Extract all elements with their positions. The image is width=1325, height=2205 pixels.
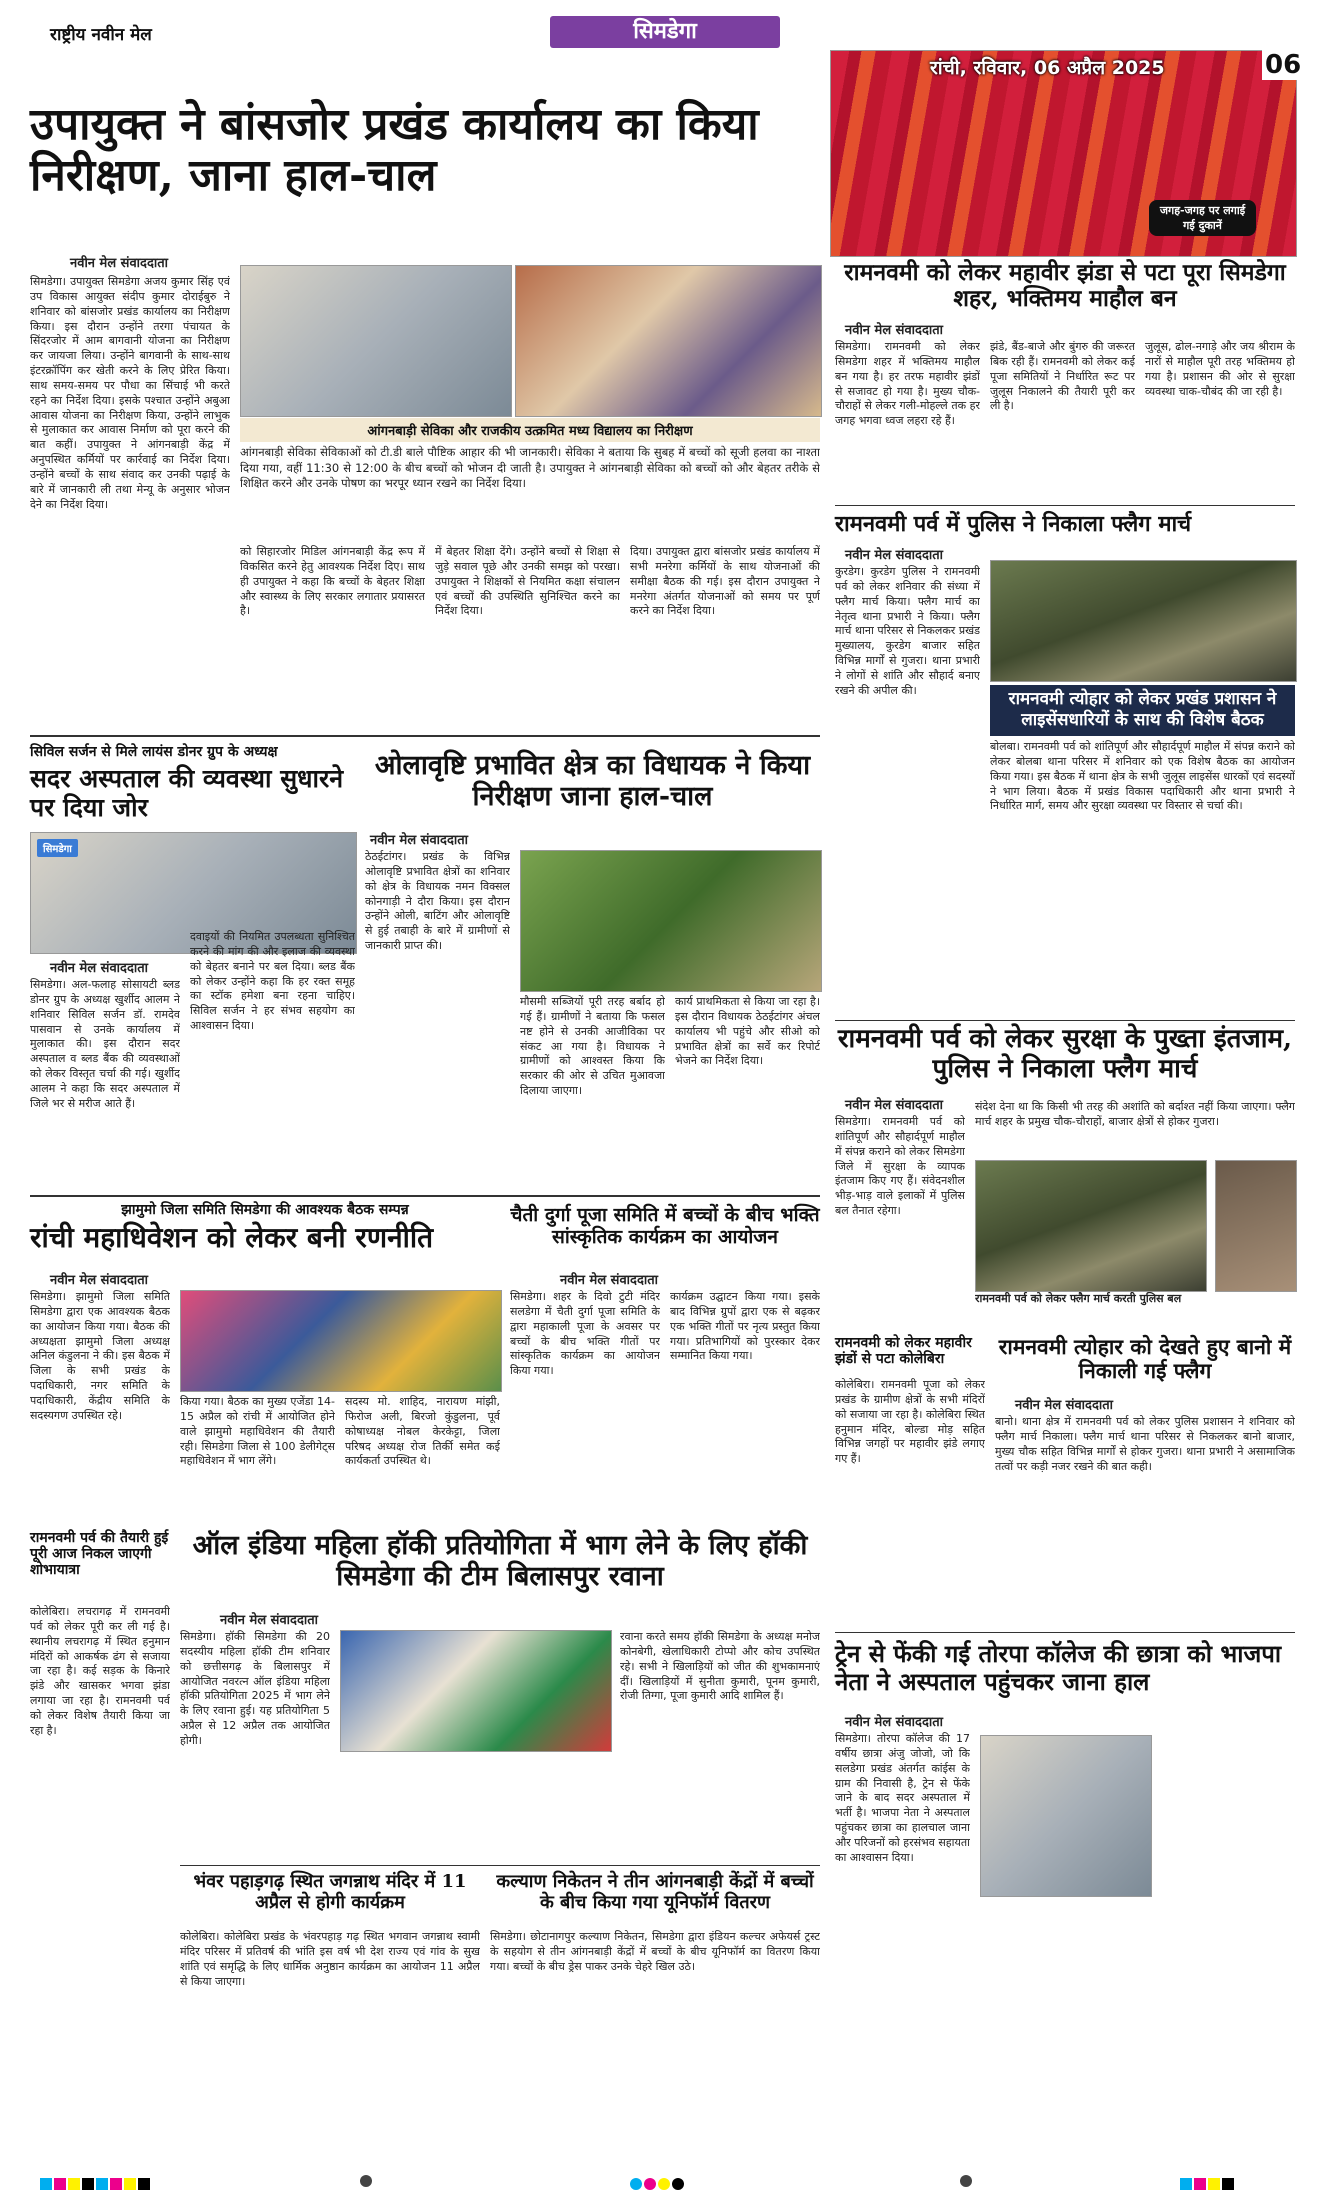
bano-body: बानो। थाना क्षेत्र में रामनवमी पर्व को लेकर पुलिस प्रशासन ने शनिवार को फ्लैग मार्च निकाला। फ्लैग मार्च थाना परिसर से निकलकर बानो बाजार, मुख्य चौक सहित विभिन्न मार्गों से होकर गुजरा। थाना प्रभारी ने असामाजिक तत्वों पर कड़ी नजर रखने की बात कही। (995, 1415, 1295, 1473)
lightsystem-body: बोलबा। रामनवमी पर्व को शांतिपूर्ण और सौहार्दपूर्ण माहौल में संपन्न कराने को लेकर बोलबा थाना परिसर में शनिवार को एक विशेष बैठक का आयोजन किया गया। इस बैठक में थाना क्षेत्र के सभी जुलूस लाइसेंस धारकों एवं सदस्यों ने भाग लिया। बैठक में प्रखंड विकास पदाधिकारी और थाना प्रभारी ने निर्धारित मार्ग, समय और सुरक्षा व्यवस्था पर विस्तार से चर्चा की। (990, 740, 1295, 813)
ranchi-body-3: सदस्य मो. शाहिद, नारायण मांझी, फिरोज अली, बिरजो कुंडुलना, पूर्व कोषाध्यक्ष नोबल केरकेट्टा, जिला परिषद अध्यक्ष रोज तिर्की समेत कई कार्यकर्ता उपस्थित थे। (345, 1395, 500, 1468)
sadar-headline: सदर अस्पताल की व्यवस्था सुधारने पर दिया जोर (30, 764, 344, 822)
photo-olavrishti (520, 850, 822, 992)
bano-byline: नवीन मेल संवाददाता (1015, 1398, 1113, 1413)
kalyan-body: सिमडेगा। छोटानागपुर कल्याण निकेतन, सिमडेगा द्वारा इंडियन कल्चर अफेयर्स ट्रस्ट के सहयोग से तीन आंगनबाड़ी केंद्रों में बच्चों के बीच यूनिफॉर्म का वितरण किया गया। बच्चों के बीच ड्रेस पाकर उनके चेहरे खिल उठे। (490, 1930, 820, 1973)
divider (30, 735, 820, 737)
main-headline: उपायुक्त ने बांसजोर प्रखंड कार्यालय का किया निरीक्षण, जाना हाल-चाल (30, 99, 759, 201)
kalyan-headline: कल्याण निकेतन ने तीन आंगनबाड़ी केंद्रों में बच्चों के बीच किया गया यूनिफॉर्म वितरण (496, 1871, 814, 1913)
photo-ranchi-meeting (180, 1290, 502, 1392)
ramnavami-faith-body: कोलेबिरा। लचरागढ़ में रामनवमी पर्व को लेकर पूरी कर ली गई है। स्थानीय लचरागढ़ में स्थित हनुमान मंदिरों को आकर्षक ढंग से सजाया जा रहा है। कई सड़क के किनारे झंडे और खासकर भगवा झंडा लगाया जा रहा है। रामनवमी पर्व को लेकर विशेष तैयारी किया जा रहा है। (30, 1605, 170, 1737)
main-body-3: आंगनबाड़ी सेविका सेविकाओं को टी.डी बाले पौष्टिक आहार की भी जानकारी। सेविका ने बताया कि सुबह में बच्चों को सूजी हलवा का नाश्ता दिया गया, वहीं 11:30 से 12:00 के बीच बच्चों को भोजन दी जाती है। उपायुक्त ने आंगनबाड़ी सेविका को बच्चों को और बेहतर तरीके से शिक्षित करने और उनके पोषण का भरपूर ध्यान रखने का निर्देश दिया। (240, 445, 820, 491)
hockey-body-2: रवाना करते समय हॉकी सिमडेगा के अध्यक्ष मनोज कोनबेगी, खेलाधिकारी टोप्पो और कोच उपस्थित रहे। सभी ने खिलाड़ियों को जीत की शुभकामनाएं दीं। खिलाड़ियों में सुनीता कुमारी, पूनम कुमारी, रोजी तिग्गा, पूजा कुमारी आदि शामिल हैं। (620, 1630, 820, 1703)
torpa-body-2 (1160, 1735, 1295, 2165)
registration-dot (960, 2175, 972, 2187)
photo-inspection-1 (240, 265, 512, 417)
photo-hockey-team (340, 1630, 612, 1752)
bhanwar-headline: भंवर पहाड़गढ़ स्थित जगन्नाथ मंदिर में 11 अप्रैल से होगी कार्यक्रम (193, 1871, 467, 1913)
color-swatches-right (1180, 2175, 1236, 2194)
main-body-1-text: सिमडेगा। उपायुक्त सिमडेगा अजय कुमार सिंह एवं उप विकास आयुक्त संदीप कुमार दोराईबुरु ने शनिवार को बांसजोर प्रखंड कार्यालय का निरीक्षण किया। इस दौरान उन्होंने तरगा पंचायत के सिंदरजोर में आम बागवानी योजना का निरीक्षण कर जायजा लिया। उन्होंने बागवानी के साथ-साथ इंटरक्रॉपिंग कर खेती करने के लिए प्रेरित किया। साथ समय-समय पर पौधा का सिंचाई भी करते रहने का निर्देश दिया। इसके पश्चात उन्होंने अबुआ आवास योजना का निरीक्षण किया, उन्होंने लाभुक से मुलाकात कर आवास निर्माण को पूरा करने की बात कहीं। (30, 275, 230, 452)
photo-security-2 (1215, 1160, 1297, 1292)
registration-bar (0, 2175, 1325, 2189)
security-body-2: संदेश देना था कि किसी भी तरह की अशांति को बर्दाश्त नहीं किया जाएगा। फ्लैग मार्च शहर के प्रमुख चौक-चौराहों, बाजार क्षेत्रों से होकर गुजरा। (975, 1100, 1295, 1128)
hockey-body-1: सिमडेगा। हॉकी सिमडेगा की 20 सदस्यीय महिला हॉकी टीम शनिवार को छत्तीसगढ़ के बिलासपुर में आयोजित नवरत्न ऑल इंडिया महिला हॉकी प्रतियोगिता 2025 में भाग लेने के लिए रवाना हुई। यह प्रतियोगिता 5 अप्रैल से 12 अप्रैल तक आयोजित होगी। (180, 1630, 330, 1747)
brand-name: राष्ट्रीय नवीन मेल (50, 25, 152, 45)
lightsystem-headline: रामनवमी त्योहार को लेकर प्रखंड प्रशासन ने लाइसेंसधारियों के साथ की विशेष बैठक (990, 685, 1295, 736)
mahavir-kolebira-headline: रामनवमी को लेकर महावीर झंडों से पटा कोलेबिरा (835, 1335, 972, 1368)
main-body-1 (30, 275, 230, 730)
olavrishti-body-3: कार्य प्राथमिकता से किया जा रहा है। इस दौरान विधायक ठेठईटांगर अंचल कार्यालय भी पहुंचे और सीओ को प्रभावित क्षेत्रों का सर्वे कर रिपोर्ट भेजने का निर्देश दिया। (675, 995, 820, 1068)
photo-inspection-2 (515, 265, 822, 417)
olavrishti-body-2: मौसमी सब्जियों पूरी तरह बर्बाद हो गई हैं। ग्रामीणों ने बताया कि फसल नष्ट होने से उनकी आजीविका पर संकट आ गया है। विधायक ने ग्रामीणों को आश्वस्त किया कि सरकार की ओर से उचित मुआवजा दिलाया जाएगा। (520, 995, 665, 1098)
mahavir-kolebira-body: कोलेबिरा। रामनवमी पूजा को लेकर प्रखंड के ग्रामीण क्षेत्रों के सभी मंदिरों को सजाया जा रहा है। कोलेबिरा स्थित हनुमान मंदिर, बोल्डा मोड़ सहित विभिन्न जगहों पर महावीर झंडे लगाए गए हैं। (835, 1378, 985, 1466)
security-byline: नवीन मेल संवाददाता (845, 1098, 943, 1113)
chaiti-body-2: कार्यक्रम उद्घाटन किया गया। इसके बाद विभिन्न ग्रुपों द्वारा एक से बढ़कर एक भक्ति गीतों पर नृत्य प्रस्तुत किया गया। प्रतिभागियों को पुरस्कार देकर सम्मानित किया गया। (670, 1290, 820, 1363)
page-number: 06 (1262, 50, 1304, 80)
sadar-body-1: सिमडेगा। अल-फलाह सोसायटी ब्लड डोनर ग्रुप के अध्यक्ष खुर्शीद आलम ने शनिवार सिविल सर्जन डॉ. रामदेव पासवान से उनके कार्यालय में मुलाकात की। इस दौरान सदर अस्पताल व ब्लड बैंक की व्यवस्थाओं को लेकर विस्तृत चर्चा की गई। खुर्शीद आलम ने कहा कि सदर अस्पताल में जिले भर से मरीज आते हैं। (30, 978, 180, 1110)
olavrishti-body-1: ठेठईटांगर। प्रखंड के विभिन्न ओलावृष्टि प्रभावित क्षेत्रों का शनिवार को क्षेत्र के विधायक नमन विक्सल कोनगाड़ी ने दौरा किया। इस दौरान उन्होंने ओली, बाटिंग और ओलावृष्टि से हुई तबाही के बारे में ग्रामीणों से जानकारी प्राप्त की। (365, 850, 510, 953)
sadar-byline: नवीन मेल संवाददाता (50, 961, 148, 976)
color-swatches-center (630, 2175, 686, 2194)
ramnavami-faith-headline: रामनवमी पर्व की तैयारी हुई पूरी आज निकल जाएगी शोभायात्रा (30, 1530, 169, 1579)
sadar-kicker: सिविल सर्जन से मिले लायंस डोनर ग्रुप के अध्यक्ष (30, 744, 278, 760)
sadar-tag: सिमडेगा (37, 839, 78, 857)
mahavir-body-1: सिमडेगा। रामनवमी को लेकर सिमडेगा शहर में भक्तिमय माहौल बन गया है। हर तरफ महावीर झंडों से सजावट हो गया है। मुख्य चौक-चौराहों से लेकर गली-मोहल्ले तक हर जगह भगवा ध्वज लहरा रहे हैं। (835, 340, 980, 428)
divider (835, 1632, 1295, 1633)
mahavir-byline: नवीन मेल संवाददाता (845, 323, 943, 338)
dateline: रांची, रविवार, 06 अप्रैल 2025 (930, 57, 1165, 79)
torpa-byline: नवीन मेल संवाददाता (845, 1715, 943, 1730)
ranchi-kicker: झामुमो जिला समिति सिमडेगा की आवश्यक बैठक सम्पन्न (121, 1202, 409, 1218)
main-body-5: में बेहतर शिक्षा देंगे। उन्होंने बच्चों से शिक्षा से जुड़े सवाल पूछे और उनकी समझ को परखा। उपायुक्त ने शिक्षकों से नियमित कक्षा संचालन एवं बच्चों की उपस्थिति सुनिश्चित करने का निर्देश दिया। (435, 545, 620, 618)
chaiti-headline: चैती दुर्गा पूजा समिति में बच्चों के बीच भक्ति सांस्कृतिक कार्यक्रम का आयोजन (510, 1204, 820, 1248)
color-swatches-left (40, 2175, 152, 2194)
photo-callout: जगह-जगह पर लगाई गई दुकानें (1149, 200, 1256, 236)
section-tag: सिमडेगा (550, 16, 780, 48)
hockey-byline: नवीन मेल संवाददाता (220, 1613, 318, 1628)
torpa-headline: ट्रेन से फेंकी गई तोरपा कॉलेज की छात्रा को भाजपा नेता ने अस्पताल पहुंचकर जाना हाल (835, 1639, 1282, 1696)
mahavir-body-3: जुलूस, ढोल-नगाड़े और जय श्रीराम के नारों से माहौल पूरी तरह भक्तिमय हो गया है। प्रशासन की ओर से सुरक्षा व्यवस्था चाक-चौबंद की जा रही है। (1145, 340, 1295, 398)
photo-flag-march-1 (990, 560, 1297, 682)
ranchi-body-2: किया गया। बैठक का मुख्य एजेंडा 14-15 अप्रैल को रांची में आयोजित होने वाले झामुमो महाधिवेशन की तैयारी रही। सिमडेगा जिला से 100 डेलीगेट्स महाधिवेशन में भाग लेंगे। (180, 1395, 335, 1468)
flag-march-1-body: कुरडेग। कुरडेग पुलिस ने रामनवमी पर्व को लेकर शनिवार की संध्या में फ्लैग मार्च किया। फ्लैग मार्च का नेतृत्व थाना प्रभारी ने किया। फ्लैग मार्च थाना परिसर से निकलकर प्रखंड मुख्यालय, कुरडेग बाजार सहित विभिन्न मार्गों से गुजरा। थाना प्रभारी ने लोगों से शांति और सौहार्द बनाए रखने की अपील की। (835, 565, 980, 697)
divider (835, 505, 1295, 506)
security-body-1: सिमडेगा। रामनवमी पर्व को शांतिपूर्ण और सौहार्दपूर्ण माहौल में संपन्न कराने को लेकर सिमडेगा जिले में सुरक्षा के व्यापक इंतजाम किए गए हैं। संवेदनशील भीड़-भाड़ वाले इलाकों में पुलिस बल तैनात रहेगा। (835, 1115, 965, 1218)
ranchi-body-1: सिमडेगा। झामुमो जिला समिति सिमडेगा द्वारा एक आवश्यक बैठक का आयोजन किया गया। बैठक की अध्यक्षता झामुमो जिला अध्यक्ष अनिल कंडुलना ने की। इस बैठक में जिला के सभी प्रखंड के पदाधिकारी, नगर समिति के पदाधिकारी, केंद्रीय समिति के सदस्यगण उपस्थित रहे। (30, 1290, 170, 1422)
security-headline: रामनवमी पर्व को लेकर सुरक्षा के पुख्ता इंतजाम, पुलिस ने निकाला फ्लैग मार्च (837, 1024, 1293, 1084)
main-body-4: को सिहारजोर मिडिल आंगनबाड़ी केंद्र रूप में विकसित करने हेतु आवश्यक निर्देश दिए। साथ ही उपायुक्त ने कहा कि बच्चों के बेहतर शिक्षा और स्वास्थ्य के लिए सरकार लगातार प्रयासरत है। (240, 545, 425, 618)
mahavir-body-2: झंडे, बैंड-बाजे और बुंगरु की जरूरत बिक रही हैं। रामनवमी को लेकर कई पूजा समितियों ने निर्धारित रूट पर जुलूस निकालने की तैयारी पूरी कर ली है। (990, 340, 1135, 413)
divider (30, 1195, 820, 1197)
main-body-6: दिया। उपायुक्त द्वारा बांसजोर प्रखंड कार्यालय में सभी मनरेगा कर्मियों के साथ योजनाओं की समीक्षा बैठक की गई। इस दौरान उपायुक्त ने मनरेगा अंतर्गत योजनाओं को समय पर पूर्ण करने का निर्देश दिया। (630, 545, 820, 618)
olavrishti-headline: ओलावृष्टि प्रभावित क्षेत्र का विधायक ने किया निरीक्षण जाना हाल-चाल (374, 750, 811, 813)
flag-march-1-headline: रामनवमी पर्व में पुलिस ने निकाला फ्लैग मार्च (835, 511, 1192, 537)
security-caption: रामनवमी पर्व को लेकर फ्लैग मार्च करती पुलिस बल (975, 1292, 1182, 1305)
mahavir-headline: रामनवमी को लेकर महावीर झंडा से पटा पूरा सिमडेगा शहर, भक्तिमय माहौल बन (844, 259, 1286, 313)
main-photo-caption: आंगनबाड़ी सेविका और राजकीय उत्क्रमित मध्य विद्यालय का निरीक्षण (240, 418, 820, 442)
torpa-body: सिमडेगा। तोरपा कॉलेज की 17 वर्षीय छात्रा अंजु जोजो, जो कि सलडेगा प्रखंड अंतर्गत कांईस के ग्राम की निवासी है, ट्रेन से फेंके जाने के बाद सदर अस्पताल में भर्ती है। भाजपा नेता ने अस्पताल पहुंचकर छात्रा का हालचाल जाना और परिजनों को हरसंभव सहायता का आश्वासन दिया। (835, 1732, 970, 1864)
ranchi-headline: रांची महाधिवेशन को लेकर बनी रणनीति (30, 1221, 434, 1254)
registration-dot (360, 2175, 372, 2187)
chaiti-byline: नवीन मेल संवाददाता (560, 1273, 658, 1288)
bhanwar-body: कोलेबिरा। कोलेबिरा प्रखंड के भंवरपहाड़ गढ़ स्थित भगवान जगन्नाथ स्वामी मंदिर परिसर में प्रतिवर्ष की भांति इस वर्ष भी देश राज्य एवं गांव के सुख शांति एवं समृद्धि के लिए धार्मिक अनुष्ठान कार्यक्रम का आयोजन 11 अप्रैल से किया जाएगा। (180, 1930, 480, 1988)
divider (180, 1865, 820, 1866)
flag-march-1-byline: नवीन मेल संवाददाता (845, 548, 943, 563)
main-byline: नवीन मेल संवाददाता (70, 256, 168, 271)
hockey-headline: ऑल इंडिया महिला हॉकी प्रतियोगिता में भाग लेने के लिए हॉकी सिमडेगा की टीम बिलासपुर रवाना (192, 1530, 808, 1593)
olavrishti-byline: नवीन मेल संवाददाता (370, 833, 468, 848)
photo-mahavir-flags (830, 50, 1297, 257)
main-body-2-text: उपायुक्त ने आंगनबाड़ी केंद्र में अनुपस्थित कर्मियों पर कार्रवाई का निर्देश दिया। उन्होंने बच्चों के साथ संवाद कर उनकी पढ़ाई के बारे में जानकारी ली तथा मेन्यू के अनुसार भोजन देने का निर्देश दिया। (30, 438, 230, 511)
sadar-body-2: दवाइयों की नियमित उपलब्धता सुनिश्चित करने की मांग की और इलाज की व्यवस्था को बेहतर बनाने पर बल दिया। ब्लड बैंक को लेकर उन्होंने कहा कि हर रक्त समूह का स्टॉक हमेशा बना रहना चाहिए। सिविल सर्जन ने हर संभव सहयोग का आश्वासन दिया। (190, 930, 355, 1033)
chaiti-body-1: सिमडेगा। शहर के दिवो टुटी मंदिर सलडेगा में चैती दुर्गा पूजा समिति के द्वारा महाकाली पूजा के अवसर पर बच्चों के बीच भक्ति गीतों पर सांस्कृतिक कार्यक्रम का आयोजन किया गया। (510, 1290, 660, 1378)
photo-torpa-hospital (980, 1735, 1152, 1897)
photo-security (975, 1160, 1207, 1292)
bano-headline: रामनवमी त्योहार को देखते हुए बानो में निकाली गई फ्लैग (998, 1334, 1292, 1384)
ranchi-byline: नवीन मेल संवाददाता (50, 1273, 148, 1288)
divider (835, 1020, 1295, 1021)
